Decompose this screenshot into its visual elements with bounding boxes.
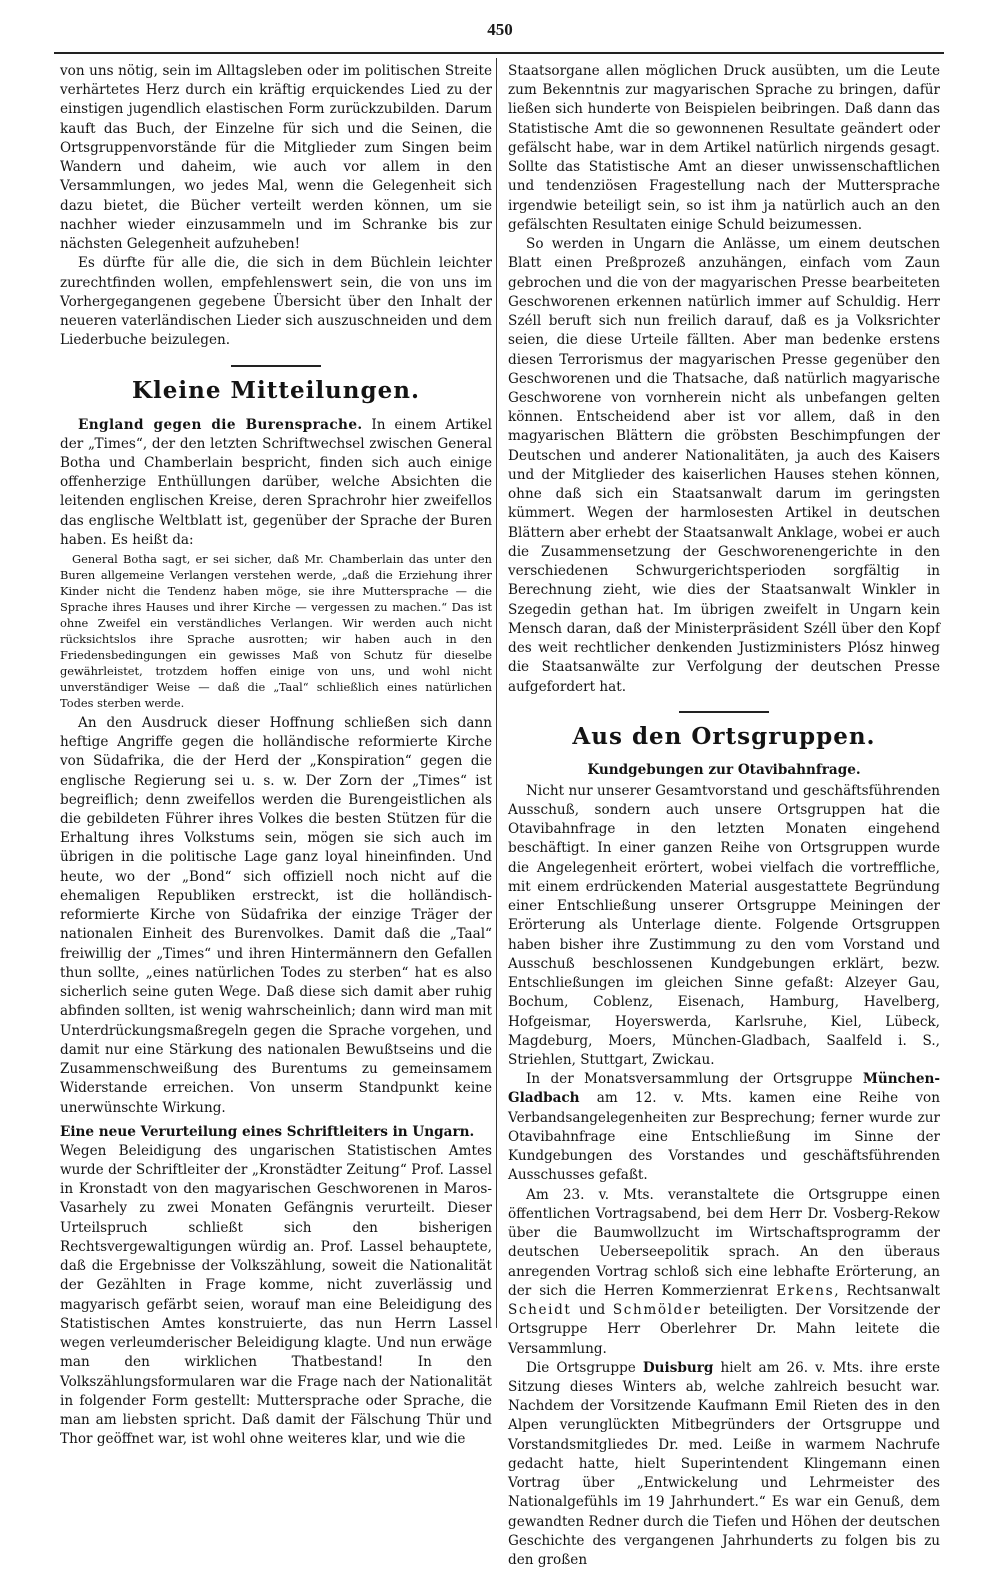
- paragraph: Staatsorgane allen möglichen Druck ausübten, um die Leute zum Bekenntnis zur magyarischen Sprache zu bringen, dafür ließen sich hunderte von Beispielen beibringen. Daß dann das Statistische Amt die so gewonnenen Resultate geändert oder gefälscht habe, war in dem Artikel natürlich nirgends gesagt. Sollte das Statistische Amt an dieser unwissenschaftlichen und tendenziösen Fragestellung nach der Muttersprache irgendwie beteiligt sein, so ist ihm ja natürlich auch an den gefälschten Resultaten einige Schuld beizumessen.: [508, 63, 940, 233]
- subheading-otavibahnfrage: Kundgebungen zur Otavibahnfrage.: [587, 761, 861, 778]
- article-england-burensprache: [60, 416, 492, 551]
- place-name: Duisburg: [642, 1359, 714, 1376]
- section-rule: [679, 711, 769, 713]
- paragraph: Nicht nur unserer Gesamtvorstand und geschäftsführenden Ausschuß, sondern auch unsere Ortsgruppen hat die Otavibahnfrage in den letzten Monaten eingehend beschäftigt. In einer ganzen Reihe von Ortsgruppen wurde die Angelegenheit erörtert, wobei vielfach die vortreffliche, mit einem erdrückenden Material ausgestattete Begründung einer Entschließung unserer Ortsgruppe Meiningen der Erörterung als Unterlage diente. Folgende Ortsgruppen haben bisher ihre Zustimmung zu den vom Vorstand und Ausschuß beschlossenen Kundgebungen erklärt, bezw. Entschließungen im gleichen Sinne gefaßt: Alzeyer Gau, Bochum, Coblenz, Eisenach, Hamburg, Havelberg, Hofgeismar, Hoyerswerda, Karlsruhe, Kiel, Lübeck, Magdeburg, Moers, München-Gladbach, Saalfeld i. S., Striehlen, Stuttgart, Zwickau.: [508, 782, 940, 1069]
- text: hielt am 26. v. Mts. ihre erste Sitzung dieses Winters ab, welche zahlreich besucht war. Nachdem der Vorsitzende Kaufmann Emil Rieten des in den Alpen verunglückten Mitbegründers der Ortsgruppe und Vorstandsmitgliedes Dr. med. Leiße in warmem Nachrufe gedacht hatte, hielt Superintendent Klingemann einen Vortrag über „Entwickelung und Lehrmeister des Nationalgefühls im 19 Jahrhundert.“ Es war ein Genuß, dem gewandten Redner durch die Tiefen und Höhen der deutschen Geschichte des vergangenen Jahrhunderts zu folgen bis zu den großen: [508, 1359, 940, 1569]
- text: Die Ortsgruppe: [526, 1359, 636, 1376]
- text: Am 23. v. Mts. veranstaltete die Ortsgruppe einen öffentlichen Vortragsabend, bei dem Herr Dr. Vosberg-Rekow über die Baumwollzucht im Wirtschaftsprogramm der deutschen Ueberseepolitik sprach. An den überaus anregenden Vortrag schloß sich eine lebhafte Erörterung, an der sich die Herren Kommerzienrat: [508, 1186, 940, 1299]
- paragraph: von uns nötig, sein im Alltagsleben oder im politischen Streite verhärtetes Herz durch ein kräftig erquickendes Lied zu der einstigen jugendlich elastischen Form zurückzubilden. Darum kauft das Buch, der Einzelne für sich und die Seinen, die Ortsgruppenvorstände für die Mitglieder zum Singen beim Wandern und daheim, wie auch vor allem in den Versammlungen, wo jedes Mal, wenn die Gelegenheit sich dazu bietet, die Bücher verteilt werden können, um sie nachher wieder einzusammeln und im Schranke bis zur nächsten Gelegenheit aufzuheben!: [60, 63, 492, 253]
- text: , Rechtsanwalt: [834, 1282, 941, 1299]
- paragraph: Es dürfte für alle die, die sich in dem Büchlein leichter zurechtfinden wollen, empfehlenswert sein, die von uns im Vorhergegangenen gegebene Übersicht über den Inhalt der neueren vaterländischen Lieder sich auszuschneiden und dem Liederbuche beizulegen.: [60, 255, 492, 349]
- page-number: 450: [487, 20, 513, 39]
- left-column: [60, 62, 492, 1448]
- section-rule: [231, 365, 321, 367]
- right-column: [508, 62, 941, 1569]
- paragraph-muenchen-gladbach: [508, 1070, 940, 1185]
- column-divider: [496, 58, 497, 1328]
- text: am 12. v. Mts. kamen eine Reihe von Verbandsangelegenheiten zur Besprechung; ferner wurde zur Otavibahnfrage eine Entschließung im Sinne der Kundgebungen des Vorstandes und geschäftsführenden Ausschusses gefaßt.: [508, 1090, 940, 1184]
- article-text: In einem Artikel der „Times“, der den letzten Schriftwechsel zwischen General Botha und Chamberlain bespricht, finden sich auch einige offenherzige Enthüllungen darüber, welche Absichten die leitenden englischen Kreise, deren Sprachrohr hier zweifellos das englische Weltblatt ist, gegenüber der Sprache der Buren haben. Es heißt da:: [60, 416, 492, 548]
- paragraph-vortragsabend: [508, 1186, 940, 1359]
- text: und: [579, 1302, 606, 1319]
- text: In der Monatsversammlung der Ortsgruppe: [526, 1071, 853, 1088]
- person-name: Erkens: [776, 1282, 835, 1299]
- section-title-aus-den-ortsgruppen: Aus den Ortsgruppen.: [572, 722, 876, 750]
- paragraph: So werden in Ungarn die Anlässe, um einem deutschen Blatt einen Preßprozeß anzuhängen, einfach vom Zaun gebrochen und die von der magyarischen Presse bearbeiteten Geschworenen erkennen natürlich immer auf Schuldig. Herr Széll beruft sich nun freilich darauf, daß es ja Volksrichter seien, die diese Urteile fällten. Aber man bedenke erstens diesen Terrorismus der magyarischen Presse gegenüber den Geschworenen und die Thatsache, daß natürlich magyarische Geschworene von vornherein nicht als unbefangen gelten können. Entscheidend aber ist vor allem, daß in den magyarischen Blättern die gröbsten Beschimpfungen der Deutschen und anderer Nationalitäten, ja auch des Kaisers und der Mitglieder des kaiserlichen Hauses stehen können, ohne daß sich ein Staatsanwalt darum im geringsten kümmert. Wegen der harmlosesten Artikel in deutschen Blättern aber erhebt der Staatsanwalt Anklage, wobei er auch die Zusammensetzung der Geschworenengerichte in den verschiedenen Schwurgerichtsperioden sorgfältig in Berechnung zieht, wie dies der Staatsanwalt Winkler in Szegedin gethan hat. Im übrigen zweifelt in Ungarn kein Mensch daran, daß der Ministerpräsident Széll über den Kopf des weit rechtlicher denkenden Justizministers Plósz hinweg die Staatsanwälte zur Verfolgung der deutschen Presse aufgefordert hat.: [508, 236, 940, 695]
- text: beteiligten. Der Vorsitzende der Ortsgruppe Herr Oberlehrer Dr. Mahn leitete die Versammlung.: [508, 1302, 940, 1357]
- section-title-kleine-mitteilungen: Kleine Mitteilungen.: [132, 376, 420, 404]
- person-name: Schmölder: [612, 1302, 702, 1319]
- paragraph: An den Ausdruck dieser Hoffnung schließen sich dann heftige Angriffe gegen die holländische reformierte Kirche von Südafrika, die der Herd der „Konspiration“ gegen die englische Regierung sei u. s. w. Der Zorn der „Times“ ist begreiflich; denn zweifellos werden die Burengeistlichen als die gebildeten Führer ihres Volkes die besten Stützen für die Erhaltung ihres Volkstums sein, mögen sie sich auch im übrigen in die politische Lage ganz loyal hineinfinden. Und heute, wo der „Bond“ sich offiziell noch nicht auf die ehemaligen Republiken erstreckt, ist die holländisch-reformierte Kirche von Südafrika der einzige Träger der nationalen Einheit des Burenvolkes. Damit daß die „Taal“ freiwillig der „Times“ und ihren Hintermännern den Gefallen thun sollte, „eines natürlichen Todes zu sterben“ hat es also sicherlich seine guten Wege. Daß diese sich damit aber ruhig abfinden sollten, ist wenig wahrscheinlich; dann wird man mit Unterdrückungsmaßregeln gegen die Sprache vorgehen, und damit nur eine Stärkung des nationalen Bewußtseins und die Zusammenschweißung des Burentums zu gemeinsamem Widerstande erreichen. Von unserm Standpunkt keine unerwünschte Wirkung.: [60, 714, 492, 1116]
- paragraph-duisburg: [508, 1359, 940, 1570]
- place-name: München-Gladbach: [508, 1071, 940, 1107]
- article-heading: England gegen die Burensprache.: [78, 416, 363, 433]
- quote-block: General Botha sagt, er sei sicher, daß Mr. Chamberlain das unter den Buren allgemeine Verlangen verstehen werde, „daß die Erziehung ihrer Kinder nicht die Tendenz haben möge, sie ihre Muttersprache — die Sprache ihres Hauses und ihrer Kirche — vergessen zu machen.“ Das ist ohne Zweifel ein verständliches Verlangen. Wir werden auch nicht rücksichtslos ihre Sprache ausrotten; wir haben auch in den Friedensbedingungen ein gewisses Maß von Schutz für dieselbe gewährleistet, trotzdem hoffen einige von uns, und wohl nicht unverständiger Weise — daß die „Taal“ schließlich eines natürlichen Todes sterben werde.: [60, 552, 492, 710]
- paragraph: Wegen Beleidigung des ungarischen Statistischen Amtes wurde der Schriftleiter der „Kronstädter Zeitung“ Prof. Lassel in Kronstadt von den magyarischen Geschworenen in Maros-Vasarhely zu zwei Monaten Gefängnis verurteilt. Dieser Urteilspruch schließt sich den bisherigen Rechtsvergewaltigungen würdig an. Prof. Lassel behauptete, daß die Ergebnisse der Volkszählung, soweit die Nationalität der Gezählten in Frage komme, nicht zuverlässig und magyarisch gefärbt seien, worauf man eine Beleidigung des Statistischen Amtes konstruierte, das nun Herrn Lassel wegen verleumderischer Beleidigung klagte. Und nun erwäge man den wirklichen Thatbestand! In den Volkszählungsformularen war die Frage nach der Nationalität in folgender Form gestellt: Muttersprache oder Sprache, die man am liebsten spricht. Daß damit der Fälschung Thür und Thor geöffnet war, ist wohl ohne weiteres klar, und wie die: [60, 1142, 492, 1448]
- header-rule: [54, 52, 944, 54]
- person-name: Scheidt: [508, 1302, 572, 1319]
- article-heading-ungarn: Eine neue Verurteilung eines Schriftleiters in Ungarn.: [60, 1123, 475, 1140]
